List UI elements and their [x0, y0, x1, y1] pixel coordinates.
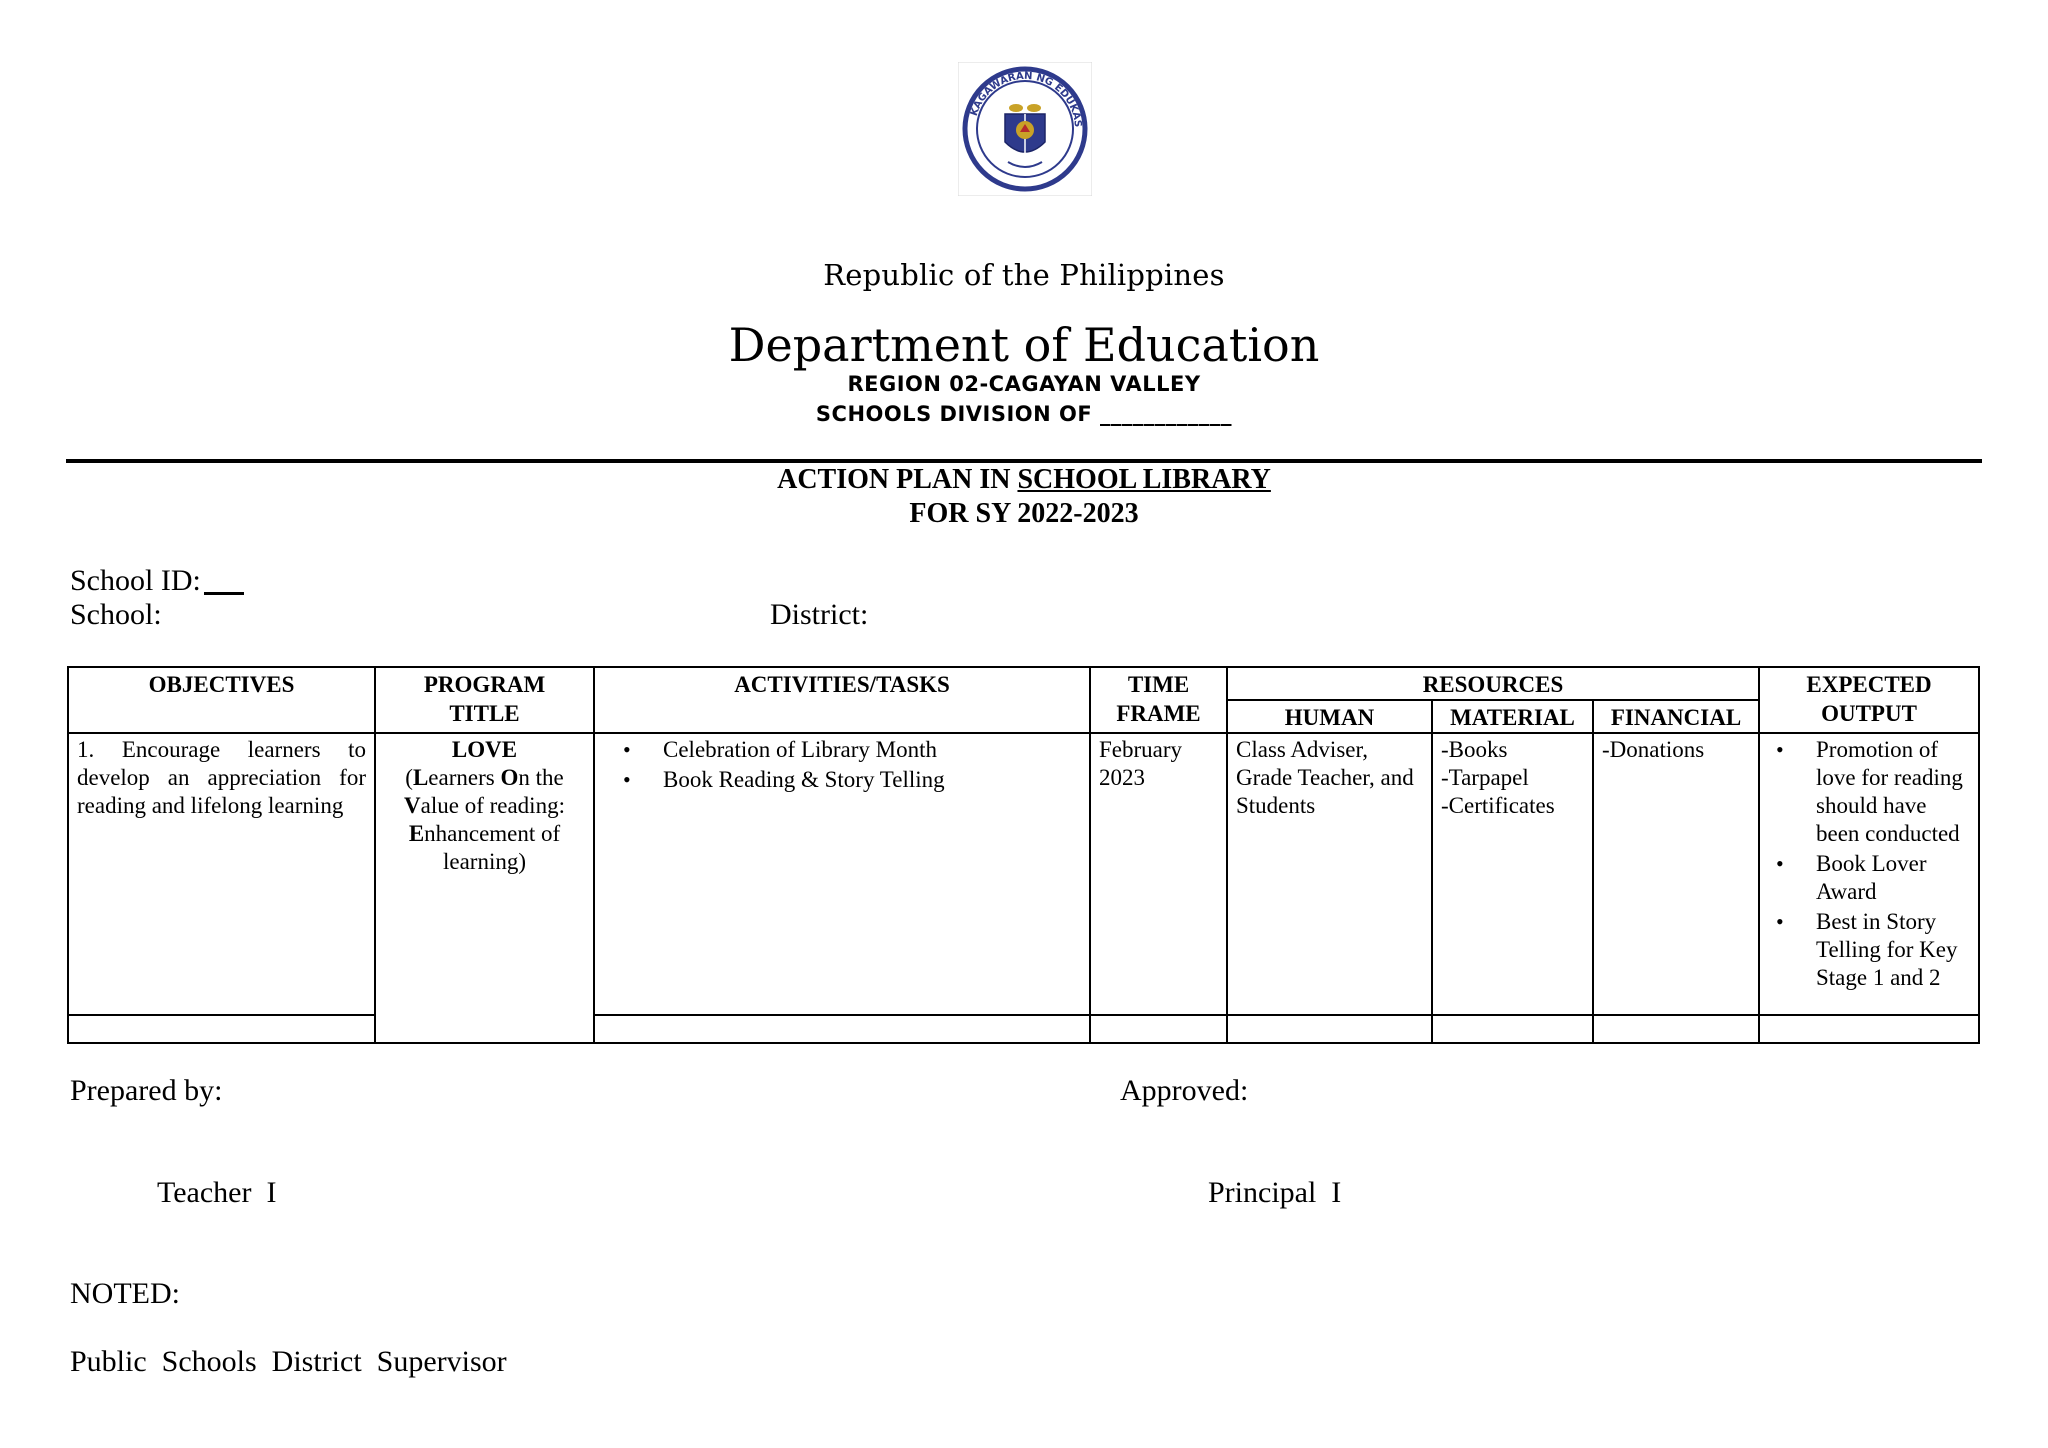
empty-cell — [1090, 1015, 1227, 1043]
district-label: District: — [770, 598, 869, 631]
header-time-frame-line1: TIME — [1127, 672, 1190, 697]
header-expected-line2: OUTPUT — [1821, 701, 1917, 726]
list-item: -Books — [1441, 737, 1508, 762]
empty-cell — [1227, 1015, 1432, 1043]
supervisor-title: Public Schools District Supervisor — [70, 1345, 507, 1378]
program-word-learners: earners — [428, 765, 501, 790]
header-resources: RESOURCES — [1227, 667, 1759, 700]
program-letter-o: O — [500, 765, 519, 790]
list-item: • Book Lover Award — [1796, 850, 1970, 906]
cell-material — [1432, 733, 1593, 1015]
header-divider — [66, 459, 1982, 463]
empty-cell — [1759, 1015, 1979, 1043]
header-material: MATERIAL — [1432, 700, 1593, 733]
program-word-enhancement: nhancement of learning) — [424, 821, 561, 874]
cell-expected-output — [1759, 733, 1979, 1015]
program-letter-v: V — [404, 793, 421, 818]
title-underlined: SCHOOL LIBRARY — [1017, 464, 1271, 495]
cell-time-frame: February 2023 — [1090, 733, 1227, 1015]
header-human: HUMAN — [1227, 700, 1432, 733]
empty-cell — [1593, 1015, 1759, 1043]
header-expected-output — [1759, 667, 1979, 733]
school-id-label: School ID: — [70, 564, 201, 597]
document-subtitle: FOR SY 2022-2023 — [909, 498, 1139, 529]
list-item: -Certificates — [1441, 793, 1555, 818]
table-row-empty — [68, 1015, 1979, 1043]
header-program-title — [375, 667, 594, 733]
header-financial: FINANCIAL — [1593, 700, 1759, 733]
region-heading: REGION 02-CAGAYAN VALLEY — [847, 372, 1201, 396]
table-row — [68, 733, 1979, 1015]
cell-program-title — [375, 733, 594, 1043]
header-time-frame-line2: FRAME — [1116, 701, 1201, 726]
empty-cell — [68, 1015, 375, 1043]
prepared-by-label: Prepared by: — [70, 1074, 223, 1107]
seal-text: KAGAWARAN NG EDUKAS — [968, 70, 1084, 128]
list-item: • Celebration of Library Month — [643, 736, 1081, 764]
principal-title: Principal I — [1208, 1176, 1342, 1209]
program-expansion — [384, 764, 585, 876]
header-program-title-line1: PROGRAM — [423, 672, 546, 697]
header-activities: ACTIVITIES/TASKS — [594, 667, 1090, 733]
program-letter-e: E — [408, 821, 425, 846]
deped-seal-logo — [958, 62, 1092, 196]
program-word-on: n the — [518, 765, 564, 790]
school-id-blank-line — [204, 592, 244, 595]
program-acronym: LOVE — [451, 737, 518, 762]
header-time-frame — [1090, 667, 1227, 733]
action-plan-table — [67, 666, 1980, 1044]
program-paren: ( — [405, 765, 413, 790]
document-title — [0, 464, 2048, 496]
cell-activities — [594, 733, 1090, 1015]
table-header-row — [68, 667, 1979, 700]
list-item: • Best in Story Telling for Key Stage 1 and 2 — [1796, 908, 1970, 992]
republic-heading: Republic of the Philippines — [823, 258, 1225, 292]
list-item: • Book Reading & Story Telling — [643, 766, 1081, 794]
cell-human: Class Adviser, Grade Teacher, and Students — [1227, 733, 1432, 1015]
empty-cell — [594, 1015, 1090, 1043]
approved-label: Approved: — [1120, 1074, 1249, 1107]
program-word-value: alue of reading: — [420, 793, 565, 818]
empty-cell — [1432, 1015, 1593, 1043]
header-objectives: OBJECTIVES — [68, 667, 375, 733]
header-program-title-line2: TITLE — [449, 701, 520, 726]
department-heading: Department of Education — [728, 318, 1320, 372]
list-item: • Promotion of love for reading should have been conducted — [1796, 736, 1970, 848]
header-expected-line1: EXPECTED — [1806, 672, 1932, 697]
cell-objective: 1. Encourage learners to develop an appreciation for reading and lifelong learning — [68, 733, 375, 1015]
school-label: School: — [70, 598, 162, 631]
teacher-title: Teacher I — [157, 1176, 277, 1209]
list-item: -Tarpapel — [1441, 765, 1529, 790]
cell-financial: -Donations — [1593, 733, 1759, 1015]
title-prefix: ACTION PLAN IN — [777, 464, 1018, 495]
division-heading: SCHOOLS DIVISION OF ____________ — [815, 402, 1233, 426]
program-letter-l: L — [412, 765, 429, 790]
noted-label: NOTED: — [70, 1277, 180, 1310]
